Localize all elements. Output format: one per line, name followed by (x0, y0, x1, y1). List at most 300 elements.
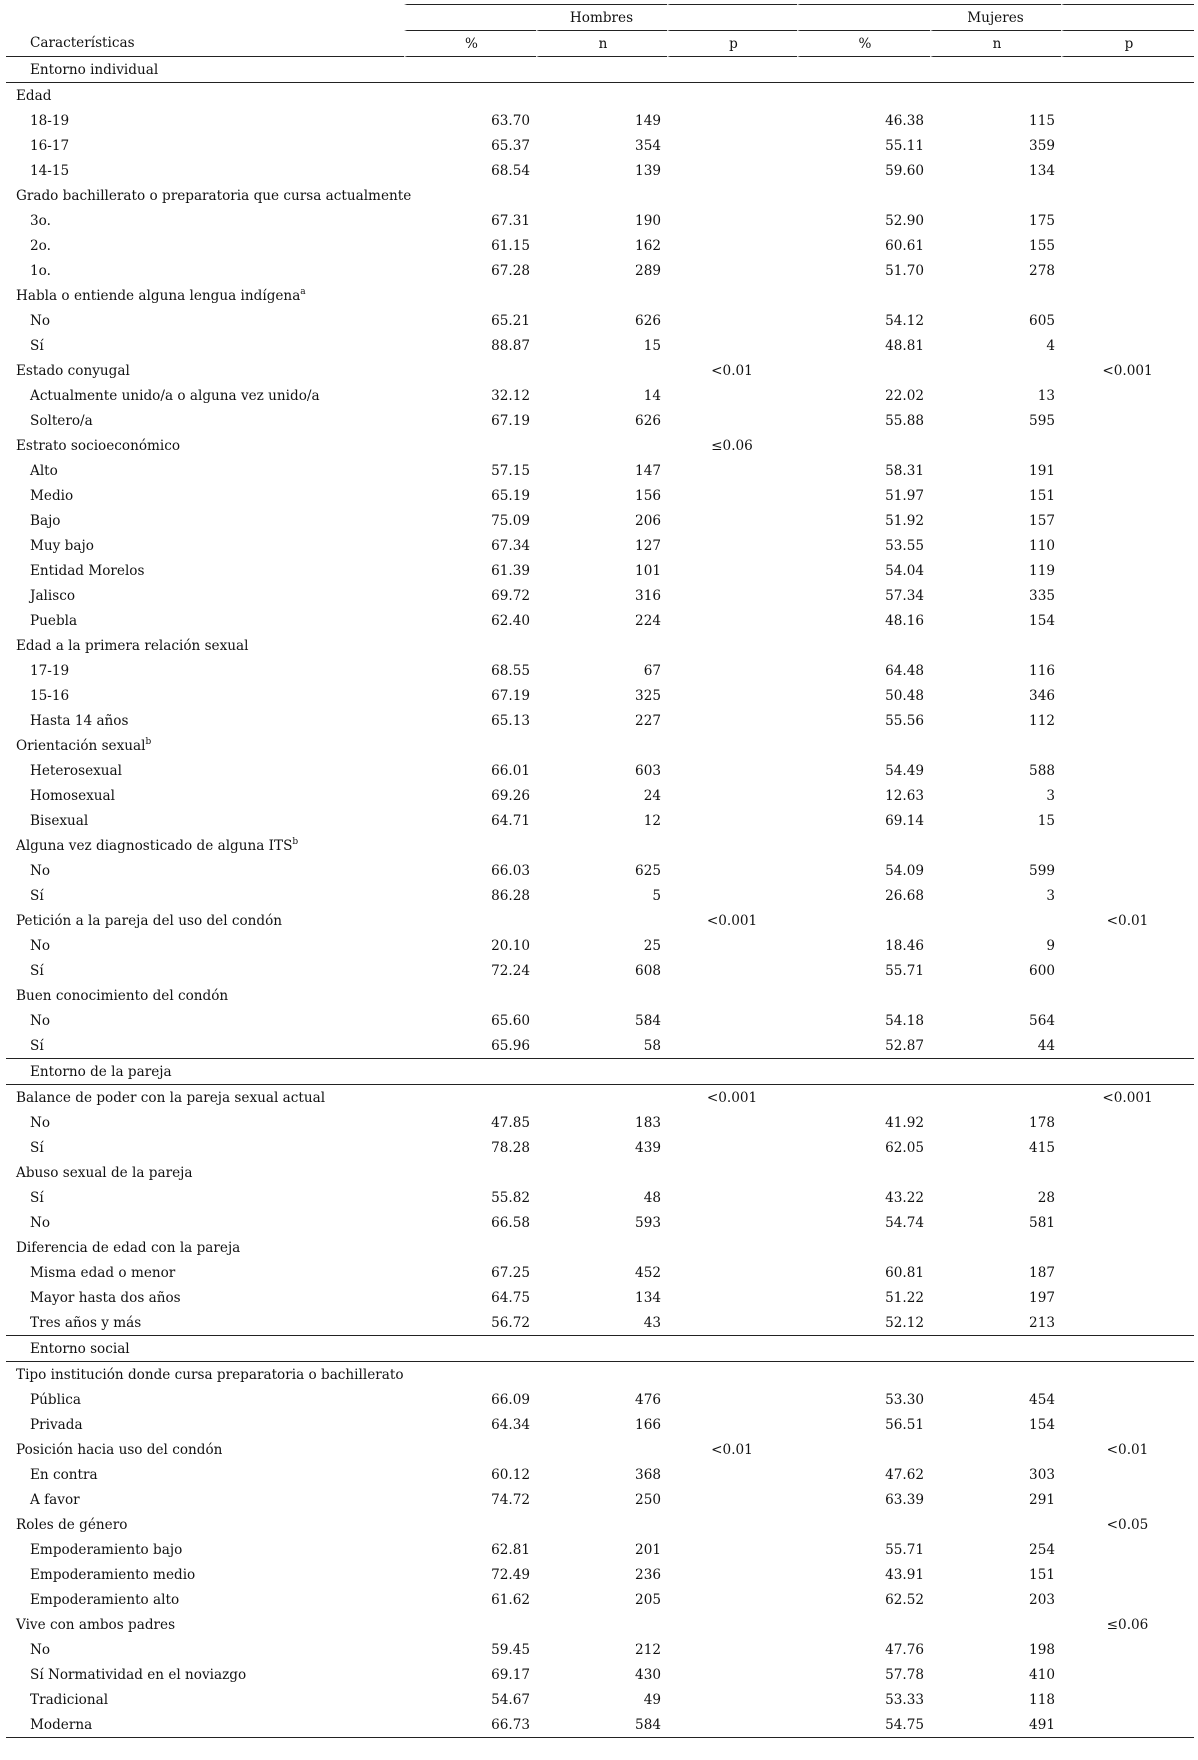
table-row (6, 1285, 1194, 1310)
label-text: Buen conocimiento del condón (16, 987, 229, 1004)
women-p-value: <0.001 (1102, 362, 1153, 379)
women-percent: 63.39 (885, 1491, 924, 1508)
men-p-value (667, 508, 797, 533)
table-row (6, 1462, 1194, 1487)
men-percent: 69.17 (491, 1666, 530, 1683)
label-text: Soltero/a (30, 412, 93, 429)
men-percent (404, 1085, 536, 1110)
men-n: 48 (643, 1189, 661, 1206)
label-text: Empoderamiento bajo (30, 1541, 183, 1558)
women-percent: 52.12 (885, 1314, 924, 1331)
group-men-header: Hombres (536, 4, 667, 30)
men-n (536, 1437, 667, 1462)
table-row (6, 558, 1194, 583)
category-label (6, 183, 412, 208)
empty-cell (404, 1058, 536, 1085)
women-n: 278 (1029, 262, 1055, 279)
men-percent: 67.25 (491, 1264, 530, 1281)
men-percent (404, 908, 536, 933)
row-label (6, 158, 404, 183)
col-header-men-p: p (667, 30, 797, 57)
label-text: 3o. (30, 212, 51, 229)
men-n: 227 (635, 712, 661, 729)
row-label (6, 1662, 404, 1687)
row-label (6, 458, 404, 483)
men-n (536, 983, 667, 1008)
men-percent (404, 283, 536, 308)
women-p-value (1061, 433, 1194, 458)
label-text: No (30, 312, 51, 329)
men-p-value (667, 783, 797, 808)
label-text: Habla o entiende alguna lengua indígena (16, 287, 301, 304)
category-row (6, 1437, 1194, 1462)
table-row (6, 108, 1194, 133)
table-row (6, 1135, 1194, 1160)
men-percent: 62.40 (491, 612, 530, 629)
women-p-value: <0.01 (1106, 1441, 1149, 1458)
women-percent: 46.38 (885, 112, 924, 129)
men-n: 201 (635, 1541, 661, 1558)
category-label (6, 433, 404, 458)
women-p-value (1061, 283, 1194, 308)
men-n (536, 833, 667, 858)
men-percent (404, 1160, 536, 1185)
women-p-value (1061, 1662, 1194, 1687)
table-row (6, 458, 1194, 483)
row-label (6, 808, 404, 833)
table-row (6, 1562, 1194, 1587)
men-percent: 57.15 (491, 462, 530, 479)
row-label (6, 1387, 404, 1412)
women-n (930, 983, 1061, 1008)
women-n (930, 1235, 1061, 1260)
women-p-value (1061, 1033, 1194, 1058)
men-n (536, 1362, 667, 1387)
men-percent: 59.45 (491, 1641, 530, 1658)
men-p-value (667, 108, 797, 133)
table-row (6, 1310, 1194, 1335)
women-n: 157 (1029, 512, 1055, 529)
women-percent (797, 83, 930, 108)
men-percent: 88.87 (491, 337, 530, 354)
men-p-value (667, 1537, 797, 1562)
men-n: 603 (635, 762, 661, 779)
row-label (6, 533, 404, 558)
women-percent: 22.02 (885, 387, 924, 404)
category-label (6, 1362, 404, 1387)
row-label (6, 1637, 404, 1662)
men-n: 183 (635, 1114, 661, 1131)
women-n: 187 (1029, 1264, 1055, 1281)
women-p-value (1061, 1487, 1194, 1512)
table-row (6, 1110, 1194, 1135)
women-percent: 43.22 (885, 1189, 924, 1206)
men-n: 190 (635, 212, 661, 229)
men-p-value (667, 1362, 797, 1387)
women-percent: 60.81 (885, 1264, 924, 1281)
men-percent: 67.28 (491, 262, 530, 279)
men-percent: 54.67 (491, 1691, 530, 1708)
label-text: Edad (16, 87, 52, 104)
category-label (6, 1160, 404, 1185)
women-p-value (1061, 983, 1194, 1008)
men-n: 430 (635, 1666, 661, 1683)
women-n (930, 1362, 1061, 1387)
men-p-value (667, 733, 797, 758)
table-row (6, 1185, 1194, 1210)
men-p-value (667, 608, 797, 633)
women-p-value (1061, 1310, 1194, 1335)
men-percent: 78.28 (491, 1139, 530, 1156)
row-label (6, 508, 404, 533)
women-n: 605 (1029, 312, 1055, 329)
table-row (6, 1033, 1194, 1058)
row-label (6, 1587, 404, 1612)
men-n: 206 (635, 512, 661, 529)
men-percent: 47.85 (491, 1114, 530, 1131)
men-p-value: <0.01 (711, 362, 753, 379)
empty-cell (1061, 1335, 1194, 1362)
label-text: Roles de género (16, 1516, 128, 1533)
women-n: 115 (1029, 112, 1055, 129)
women-percent (797, 908, 930, 933)
women-p-value (1061, 708, 1194, 733)
women-p-value (1061, 1110, 1194, 1135)
table-row (6, 408, 1194, 433)
empty-cell (404, 1335, 536, 1362)
label-text: Homosexual (30, 787, 116, 804)
women-n: 600 (1029, 962, 1055, 979)
label-text: Muy bajo (30, 537, 94, 554)
women-n (930, 1512, 1061, 1537)
men-percent: 68.54 (491, 162, 530, 179)
women-n (930, 1085, 1061, 1110)
women-n: 254 (1029, 1541, 1055, 1558)
men-p-value (667, 483, 797, 508)
category-label (6, 358, 404, 383)
women-n: 203 (1029, 1591, 1055, 1608)
col-header-men-n: n (536, 30, 667, 57)
label-text: Posición hacia uso del condón (16, 1441, 223, 1458)
empty-cell (930, 1335, 1061, 1362)
category-row (6, 83, 1194, 108)
women-p-value (1061, 1637, 1194, 1662)
label-text: Privada (30, 1416, 83, 1433)
label-text: Sí (30, 1189, 44, 1206)
row-label (6, 383, 404, 408)
men-p-value (667, 1487, 797, 1512)
men-percent: 65.19 (491, 487, 530, 504)
women-p-value (1061, 1587, 1194, 1612)
men-p-value (667, 808, 797, 833)
section-label: Entorno de la pareja (6, 1058, 404, 1085)
table-row (6, 933, 1194, 958)
label-text: Diferencia de edad con la pareja (16, 1239, 241, 1256)
row-label (6, 1260, 404, 1285)
women-n (930, 183, 1061, 208)
women-percent: 51.97 (885, 487, 924, 504)
women-n: 3 (1046, 887, 1055, 904)
row-label (6, 608, 404, 633)
women-p-value (1061, 458, 1194, 483)
men-n: 354 (635, 137, 661, 154)
women-p-value: <0.001 (1102, 1089, 1153, 1106)
table-row (6, 608, 1194, 633)
women-n: 134 (1029, 162, 1055, 179)
row-label (6, 408, 404, 433)
men-n: 12 (643, 812, 661, 829)
women-p-value (1061, 158, 1194, 183)
table-row (6, 883, 1194, 908)
women-p-value (1061, 1235, 1194, 1260)
table-row (6, 133, 1194, 158)
row-label (6, 1537, 404, 1562)
men-percent: 65.13 (491, 712, 530, 729)
women-n (930, 1160, 1061, 1185)
women-p-value (1061, 483, 1194, 508)
women-percent: 47.62 (885, 1466, 924, 1483)
label-text: A favor (30, 1491, 80, 1508)
label-text: Empoderamiento alto (30, 1591, 180, 1608)
women-p-value (1061, 183, 1194, 208)
women-p-value (1061, 608, 1194, 633)
women-percent: 54.18 (885, 1012, 924, 1029)
men-p-value (667, 683, 797, 708)
men-n: 316 (635, 587, 661, 604)
women-percent (797, 358, 930, 383)
category-label (6, 1512, 404, 1537)
label-text: Jalisco (30, 587, 76, 604)
women-p-value (1061, 1210, 1194, 1235)
women-n: 178 (1029, 1114, 1055, 1131)
row-label (6, 1562, 404, 1587)
men-p-value (667, 983, 797, 1008)
category-label (6, 1612, 404, 1637)
men-p-value (667, 1310, 797, 1335)
men-percent: 75.09 (491, 512, 530, 529)
men-p-value (667, 283, 797, 308)
women-p-value (1061, 883, 1194, 908)
men-n (536, 1512, 667, 1537)
row-label (6, 1210, 404, 1235)
men-p-value (667, 1160, 797, 1185)
empty-cell (797, 1335, 930, 1362)
men-p-value (667, 1135, 797, 1160)
women-percent: 55.11 (885, 137, 924, 154)
category-label (6, 1437, 404, 1462)
label-text: 18-19 (30, 112, 70, 129)
men-n: 626 (635, 412, 661, 429)
women-n: 119 (1029, 562, 1055, 579)
empty-cell (797, 57, 930, 83)
group-header-row (6, 4, 1194, 30)
table-row (6, 1412, 1194, 1437)
women-n: 415 (1029, 1139, 1055, 1156)
men-n: 626 (635, 312, 661, 329)
label-text: 2o. (30, 237, 51, 254)
men-n: 67 (643, 662, 661, 679)
label-text: Sí (30, 887, 44, 904)
row-label (6, 1008, 404, 1033)
men-n (536, 83, 667, 108)
category-row (6, 833, 1194, 858)
men-percent: 61.62 (491, 1591, 530, 1608)
men-percent (404, 183, 536, 208)
label-text: Abuso sexual de la pareja (16, 1164, 193, 1181)
women-p-value (1061, 733, 1194, 758)
men-percent: 20.10 (491, 937, 530, 954)
row-label (6, 883, 404, 908)
row-label (6, 258, 404, 283)
women-p-value (1061, 1285, 1194, 1310)
table-row (6, 808, 1194, 833)
men-n (536, 283, 667, 308)
men-percent (404, 433, 536, 458)
category-label (6, 283, 404, 308)
men-percent: 72.49 (491, 1566, 530, 1583)
men-percent: 65.37 (491, 137, 530, 154)
table-row (6, 233, 1194, 258)
label-text: Puebla (30, 612, 78, 629)
label-text: Sí Normatividad en el noviazgo (30, 1666, 247, 1683)
men-p-value (667, 258, 797, 283)
label-text: Sí (30, 337, 44, 354)
women-n: 118 (1029, 1691, 1055, 1708)
label-text: Sí (30, 1139, 44, 1156)
category-row (6, 183, 1194, 208)
table-row (6, 1260, 1194, 1285)
women-p-value (1061, 1537, 1194, 1562)
men-p-value (667, 858, 797, 883)
row-label (6, 1462, 404, 1487)
women-percent (797, 433, 930, 458)
men-n: 147 (635, 462, 661, 479)
men-n (536, 1612, 667, 1637)
women-n: 15 (1037, 812, 1055, 829)
men-p-value (667, 1687, 797, 1712)
women-percent: 48.16 (885, 612, 924, 629)
label-text: Entidad Morelos (30, 562, 145, 579)
men-p-value: <0.001 (706, 912, 758, 929)
men-p-value (667, 958, 797, 983)
row-label (6, 783, 404, 808)
table-row (6, 383, 1194, 408)
row-label (6, 1412, 404, 1437)
women-percent: 69.14 (885, 812, 924, 829)
row-label (6, 933, 404, 958)
men-n (536, 1085, 667, 1110)
table-row (6, 958, 1194, 983)
label-text: Edad a la primera relación sexual (16, 637, 249, 654)
label-text: Tipo institución donde cursa preparatoria o bachillerato (16, 1366, 404, 1383)
women-percent: 62.52 (885, 1591, 924, 1608)
table-row (6, 508, 1194, 533)
footnote-marker: a (300, 286, 306, 297)
women-n (930, 433, 1061, 458)
women-percent (797, 833, 930, 858)
men-percent (404, 733, 536, 758)
row-label (6, 1033, 404, 1058)
label-text: 14-15 (30, 162, 70, 179)
women-n (930, 908, 1061, 933)
women-n: 588 (1029, 762, 1055, 779)
women-p-value (1061, 858, 1194, 883)
women-n: 3 (1046, 787, 1055, 804)
women-percent (797, 283, 930, 308)
women-n: 303 (1029, 1466, 1055, 1483)
women-n: 454 (1029, 1391, 1055, 1408)
women-percent (797, 1235, 930, 1260)
men-p-value (667, 408, 797, 433)
men-n: 205 (635, 1591, 661, 1608)
table-row (6, 758, 1194, 783)
table-row (6, 583, 1194, 608)
label-text: Empoderamiento medio (30, 1566, 196, 1583)
label-text: Medio (30, 487, 74, 504)
empty-cell (667, 1335, 797, 1362)
men-p-value: <0.01 (711, 1441, 753, 1458)
men-p-value (667, 833, 797, 858)
women-p-value (1061, 408, 1194, 433)
men-n: 162 (635, 237, 661, 254)
men-percent (404, 1612, 536, 1637)
men-percent: 67.31 (491, 212, 530, 229)
women-percent: 64.48 (885, 662, 924, 679)
women-n: 112 (1029, 712, 1055, 729)
row-label (6, 208, 404, 233)
women-n: 151 (1029, 487, 1055, 504)
table-row (6, 483, 1194, 508)
women-p-value: <0.01 (1106, 912, 1149, 929)
men-percent: 65.21 (491, 312, 530, 329)
men-percent (404, 1512, 536, 1537)
men-n: 127 (635, 537, 661, 554)
men-p-value (667, 708, 797, 733)
row-label (6, 108, 404, 133)
women-n: 151 (1029, 1566, 1055, 1583)
women-p-value (1061, 1185, 1194, 1210)
women-n: 213 (1029, 1314, 1055, 1331)
col-header-women-n: n (930, 30, 1061, 57)
men-p-value (667, 233, 797, 258)
women-n: 599 (1029, 862, 1055, 879)
women-percent: 54.04 (885, 562, 924, 579)
empty-cell (930, 1058, 1061, 1085)
category-row (6, 983, 1194, 1008)
women-n: 155 (1029, 237, 1055, 254)
men-p-value (667, 158, 797, 183)
empty-cell (667, 1058, 797, 1085)
men-n: 368 (635, 1466, 661, 1483)
label-text: Tradicional (30, 1691, 109, 1708)
women-p-value (1061, 583, 1194, 608)
table-row (6, 1387, 1194, 1412)
women-n: 175 (1029, 212, 1055, 229)
label-text: Sí (30, 962, 44, 979)
women-p-value (1061, 1008, 1194, 1033)
men-p-value (667, 1462, 797, 1487)
women-percent: 51.22 (885, 1289, 924, 1306)
men-n: 156 (635, 487, 661, 504)
table-row (6, 683, 1194, 708)
category-row (6, 633, 1194, 658)
women-p-value (1061, 633, 1194, 658)
category-label (6, 983, 404, 1008)
women-p-value (1061, 1462, 1194, 1487)
women-n: 110 (1029, 537, 1055, 554)
row-label (6, 333, 404, 358)
men-n: 49 (643, 1691, 661, 1708)
